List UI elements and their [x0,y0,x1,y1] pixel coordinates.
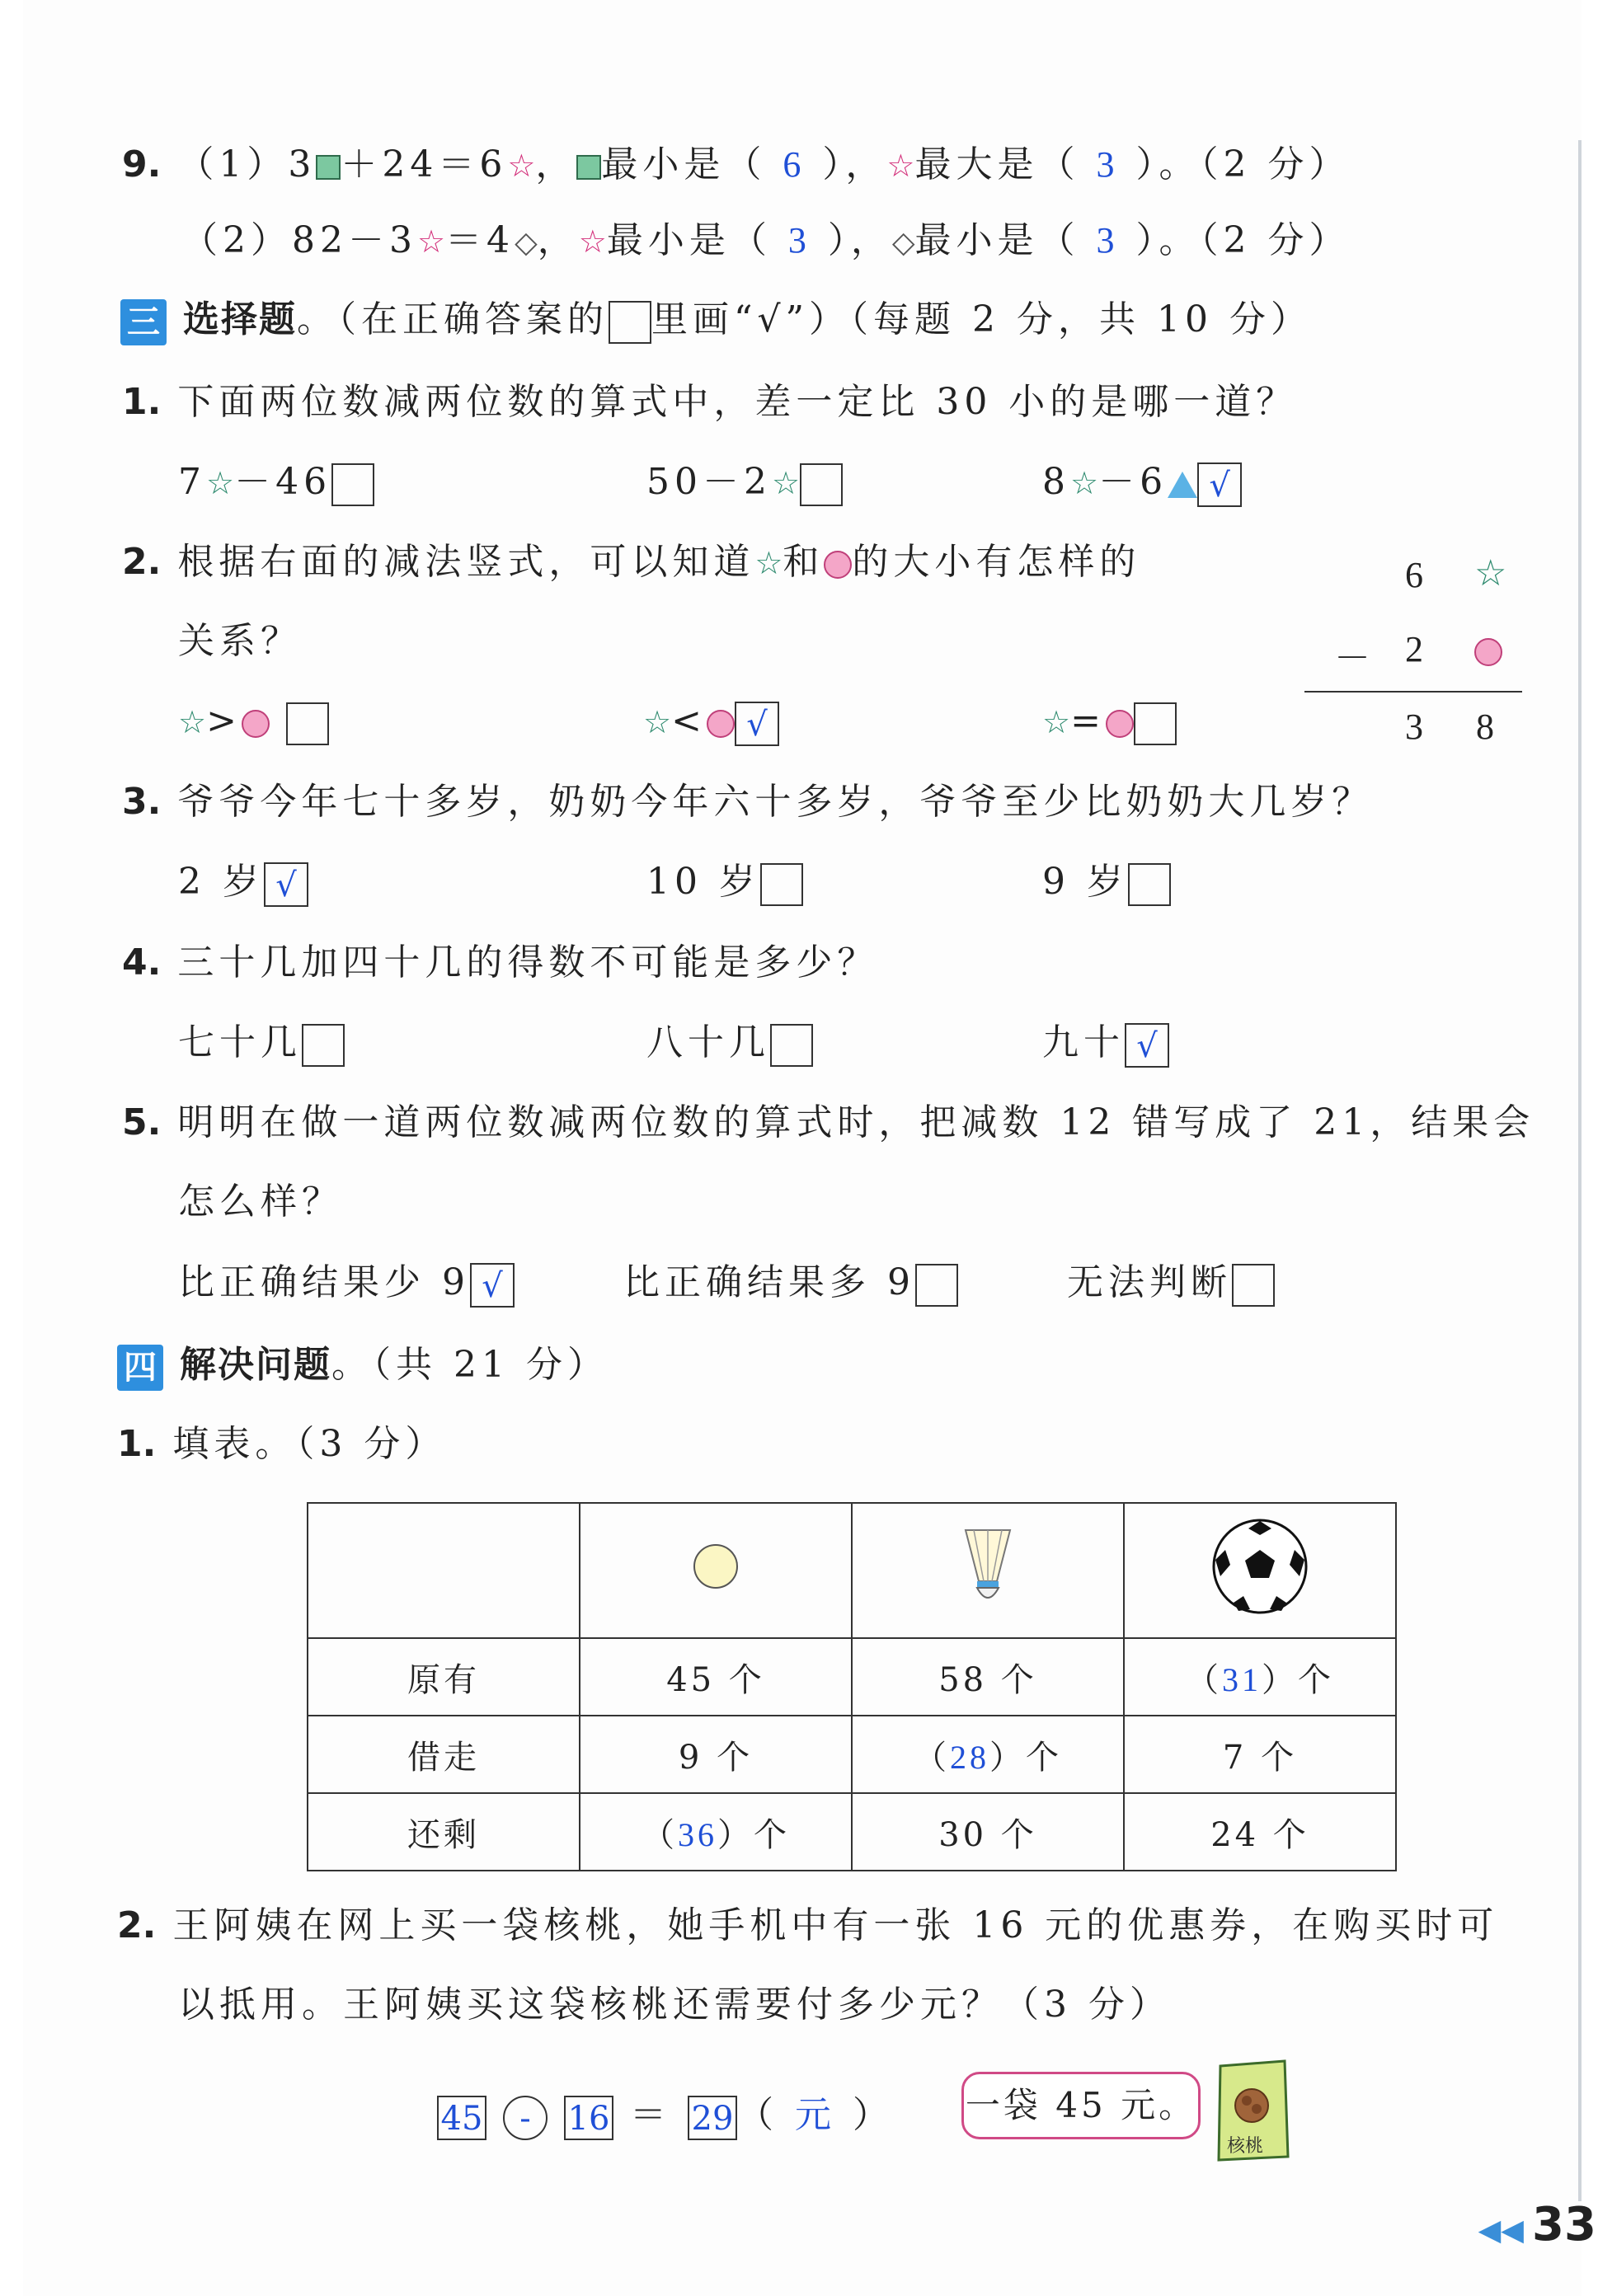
answer: 36 [678,1815,717,1853]
s3-q2-opt2: ☆< √ [643,697,779,747]
ball-icon [691,1542,740,1591]
circle-icon [242,710,270,738]
s3-q5-opt3: 无法判断 [1067,1258,1275,1308]
equation: 45 - 16 ＝ 29 （ 元 ） [437,2091,894,2140]
star-icon: ☆ [754,545,783,581]
s3-q3-opt3: 9 岁 [1042,857,1171,907]
square-icon [316,155,341,180]
answer-checkbox[interactable] [1232,1264,1275,1307]
s3-q2-opt3: ☆= [1042,697,1177,747]
answer: 6 [783,144,806,185]
prev-page-icon[interactable]: ◀◀ [1478,2214,1524,2247]
s4-q2-text-cont: 以抵用。王阿姨买这袋核桃还需要付多少元？（3 分） [178,1984,1171,2026]
answer-checkbox[interactable] [286,702,329,745]
q9-number: 9. [122,143,162,185]
equation-box[interactable]: 29 [688,2096,737,2140]
circle-icon [1106,710,1134,738]
soccer-col [1124,1503,1396,1638]
circle-icon [707,710,735,738]
table-header-row [308,1503,1396,1638]
diamond-icon: ◇ [891,226,915,260]
bag-label: 核桃 [1227,2136,1264,2157]
page-edge [1578,140,1582,2201]
answer: 3 [787,220,811,261]
answer: 31 [1222,1660,1262,1698]
s4-q1-text: 1. 填表。（3 分） [117,1423,447,1465]
s3-q5-opt2: 比正确结果多 9 [623,1258,958,1308]
star-icon: ☆ [1070,465,1099,501]
checkbox-sample [609,301,651,344]
section4-header: 四 解决问题。（共 21 分） [117,1341,609,1391]
star-icon: ☆ [643,704,672,740]
shuttlecock-col [852,1503,1124,1638]
answer: 3 [1096,220,1120,261]
s3-q3-opt2: 10 岁 [646,857,803,907]
table-row: 借走 9 个 （28）个 7 个 [308,1716,1396,1793]
star-icon: ☆ [578,223,607,260]
price-speech-bubble: 一袋 45 元。 [961,2072,1201,2139]
s3-q1-opt1: 7☆－46 [178,458,374,508]
answer: 元 [795,2095,836,2135]
star-icon: ☆ [1474,553,1507,594]
s3-q5-opt1: 比正确结果少 9 √ [178,1258,515,1308]
shuttlecock-icon [959,1525,1017,1608]
answer-checkbox[interactable] [1128,863,1171,906]
answer-checkbox[interactable] [302,1024,345,1067]
q9-line2: （2）82－3☆＝4◇，☆最小是（ 3 ），◇最小是（ 3 ）。（2 分） [181,219,1351,261]
star-icon: ☆ [178,704,207,740]
s3-q4-opt1: 七十几 [178,1018,345,1068]
table-row: 还剩 （36）个 30 个 24 个 [308,1793,1396,1871]
s3-q5-text-cont: 怎么样？ [178,1181,343,1223]
answer-checkbox[interactable] [1134,702,1177,745]
s3-q3-text: 3. 爷爷今年七十多岁，奶奶今年六十多岁，爷爷至少比奶奶大几岁？ [122,781,1374,823]
answer-checkbox[interactable] [800,463,843,506]
equation-box[interactable]: 45 [437,2096,486,2140]
diamond-icon: ◇ [515,226,538,260]
table-corner [308,1503,580,1638]
square-icon [576,155,601,180]
answer-checkbox[interactable]: √ [264,862,308,907]
section-title: 解决问题 [180,1344,331,1386]
star-icon: ☆ [771,465,801,501]
star-icon: ☆ [886,148,915,184]
answer: 3 [1096,144,1120,185]
answer-checkbox[interactable]: √ [1125,1023,1169,1068]
answer-checkbox[interactable] [331,463,374,506]
operator-circle[interactable]: - [503,2096,548,2140]
section3-header: 三 选择题。（在正确答案的 里画“√”）（每题 2 分，共 10 分） [120,295,1312,345]
star-icon: ☆ [507,148,536,184]
s3-q5-text: 5. 明明在做一道两位数减两位数的算式时，把减数 12 错写成了 21，结果会 [122,1101,1535,1143]
section-title: 选择题 [183,298,297,340]
s3-q4-text: 4. 三十几加四十几的得数不可能是多少？ [122,941,879,984]
star-icon: ☆ [206,465,235,501]
section-badge: 四 [117,1345,163,1391]
q9-line1: 9. （1）3 ＋24＝6☆， 最小是（ 6 ），☆最大是（ 3 ）。（2 分） [122,143,1351,185]
s3-q1-opt3: 8☆－6 √ [1042,458,1242,508]
equation-box[interactable]: 16 [564,2096,613,2140]
star-icon: ☆ [416,223,446,260]
section-badge: 三 [120,299,167,345]
star-icon: ☆ [1042,704,1071,740]
s3-q1-text: 1. 下面两位数减两位数的算式中，差一定比 30 小的是哪一道？ [122,381,1298,423]
circle-icon [824,551,852,579]
answer: 28 [950,1738,989,1776]
answer-checkbox[interactable] [770,1024,813,1067]
s3-q3-opt1: 2 岁 √ [178,857,308,907]
s3-q1-opt2: 50－2☆ [646,458,843,508]
s3-q4-opt3: 九十 √ [1042,1018,1169,1068]
page-number: 33 [1532,2198,1596,2251]
ball-col [580,1503,852,1638]
answer-checkbox[interactable] [915,1264,958,1307]
walnut-bag [1214,2058,1291,2163]
vertical-rule [1304,691,1522,693]
s4-q2-text: 2. 王阿姨在网上买一袋核桃，她手机中有一张 16 元的优惠券，在购买时可 [117,1904,1499,1946]
s3-q2-text-cont: 关系？ [178,620,302,662]
workbook-page: 9. （1）3 ＋24＝6☆， 最小是（ 6 ），☆最大是（ 3 ）。（2 分） （2）82－3☆＝4◇，☆最小是（ 3 ），◇最小是（ 3 ）。（2 分） 三 选择题。（在正确答案的 里画“√”）（每题 2 分，共 10 分） 1. 下面两位数减两位数的算式中，差一定比 30 小的是哪一道？ 7☆－46 50－2☆ 8☆－6 √ 2. 根据右面的减法竖式，可以知道☆和 的大小有怎样的 关系？ ☆> ☆< √ ☆= 6 ☆ － 2 3 8 3. 爷爷今年七十多岁，奶奶今年六十多岁，爷爷至少比奶奶大几岁？ 2 岁 √ 10 岁 9 岁 4. 三十几加四十几的得数不可能是多少？ 七十几 八十几 九十 √ 5. 明明在做一道两位数减两位数的算式时，把减数 12 错写成了 21，结果会 怎么样？ 比正确结果少 9 √ 比正确结果多 9 无法判断 四 解决问题。（共 21 分） 1. 填表。（3 分） 原有 45 个 58 个 （31）个 借走 9 个 （28）个 7 个 还剩 （36）个 30 个 24 个 2. 王阿姨在网上买一袋核桃，她手机中有一张 16 元的优惠券，在购买时可 以抵用。王阿姨买这袋核桃还需要付多少元？（3 分） 45 - 16 ＝ 29 （ 元 ） 一袋 45 元。 核桃 ◀◀ 33 [23,0,1582,2296]
answer-checkbox[interactable]: √ [1197,462,1242,507]
fill-table [307,1502,1397,1871]
triangle-icon [1168,472,1197,498]
s3-q2-opt1: ☆> [178,697,329,747]
answer-checkbox[interactable]: √ [735,702,779,746]
s3-q2-text: 2. 根据右面的减法竖式，可以知道☆和 的大小有怎样的 [122,541,1141,583]
answer-checkbox[interactable]: √ [470,1263,515,1308]
answer-checkbox[interactable] [760,863,803,906]
circle-icon [1474,638,1502,666]
s3-q4-opt2: 八十几 [646,1018,813,1068]
soccer-ball-icon [1210,1517,1309,1616]
table-row: 原有 45 个 58 个 （31）个 [308,1638,1396,1716]
